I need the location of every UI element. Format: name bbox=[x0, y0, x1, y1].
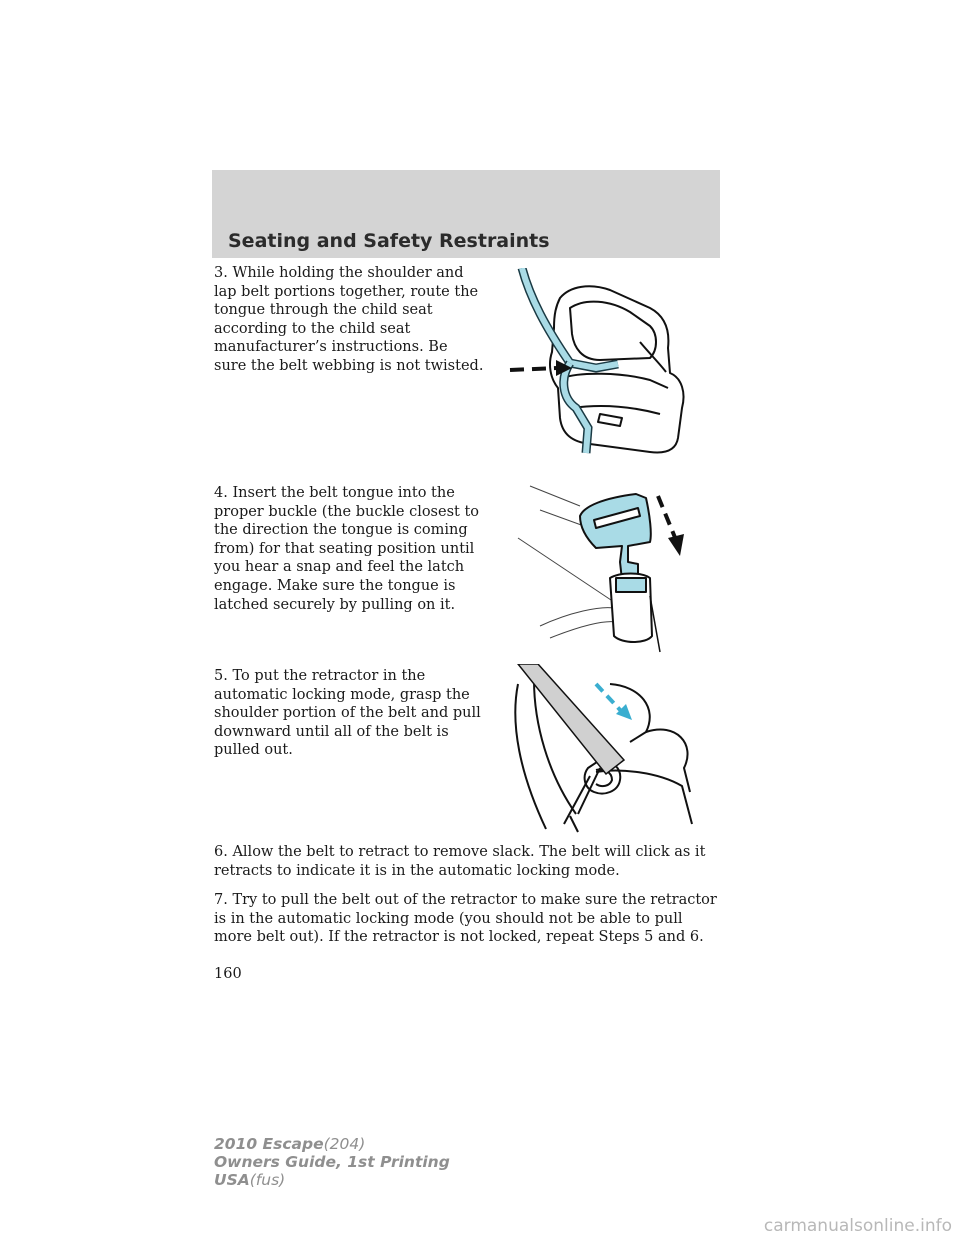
step-7-text: 7. Try to pull the belt out of the retractor to make sure the retractor is in the automatic locking mode (you should not be able to pull more belt out). If the retractor is not locked, repeat Steps 5 and 6. bbox=[214, 892, 717, 946]
step-3-text: 3. While holding the shoulder and lap belt portions together, route the tongue through the child seat according to the child seat manufacturer’s instructions. Be sure the belt webbing is not twisted. bbox=[214, 265, 484, 374]
belt-tongue-buckle-illustration bbox=[510, 476, 710, 656]
section-header-band bbox=[212, 170, 720, 258]
footer-model: 2010 Escape bbox=[214, 1135, 324, 1153]
section-title: Seating and Safety Restraints bbox=[228, 230, 550, 252]
footer-market-code: (fus) bbox=[249, 1171, 286, 1189]
step-4-text: 4. Insert the belt tongue into the proper buckle (the buckle closest to the direction the tongue is coming from) for that seating position until you hear a snap and feel the latch engage. Make sure the tongue is latched securely by pulling on it. bbox=[214, 485, 480, 613]
page-number: 160 bbox=[214, 966, 242, 982]
shoulder-belt-pull-illustration bbox=[500, 664, 700, 834]
footer-guide: Owners Guide, 1st Printing bbox=[214, 1153, 450, 1171]
footer-line-1 bbox=[214, 1135, 450, 1153]
footer-line-3 bbox=[214, 1171, 450, 1189]
footer-market: USA bbox=[214, 1171, 250, 1189]
step-5-text: 5. To put the retractor in the automatic locking mode, grasp the shoulder portion of the belt and pull downward until all of the belt is pulled out. bbox=[214, 668, 481, 759]
footer-model-code: (204) bbox=[323, 1135, 366, 1153]
document-footer bbox=[214, 1135, 450, 1189]
step-6-text: 6. Allow the belt to retract to remove slack. The belt will click as it retracts to indicate it is in the automatic locking mode. bbox=[214, 844, 706, 879]
watermark: carmanualsonline.info bbox=[763, 1216, 952, 1236]
child-seat-belt-routing-illustration bbox=[500, 268, 700, 468]
